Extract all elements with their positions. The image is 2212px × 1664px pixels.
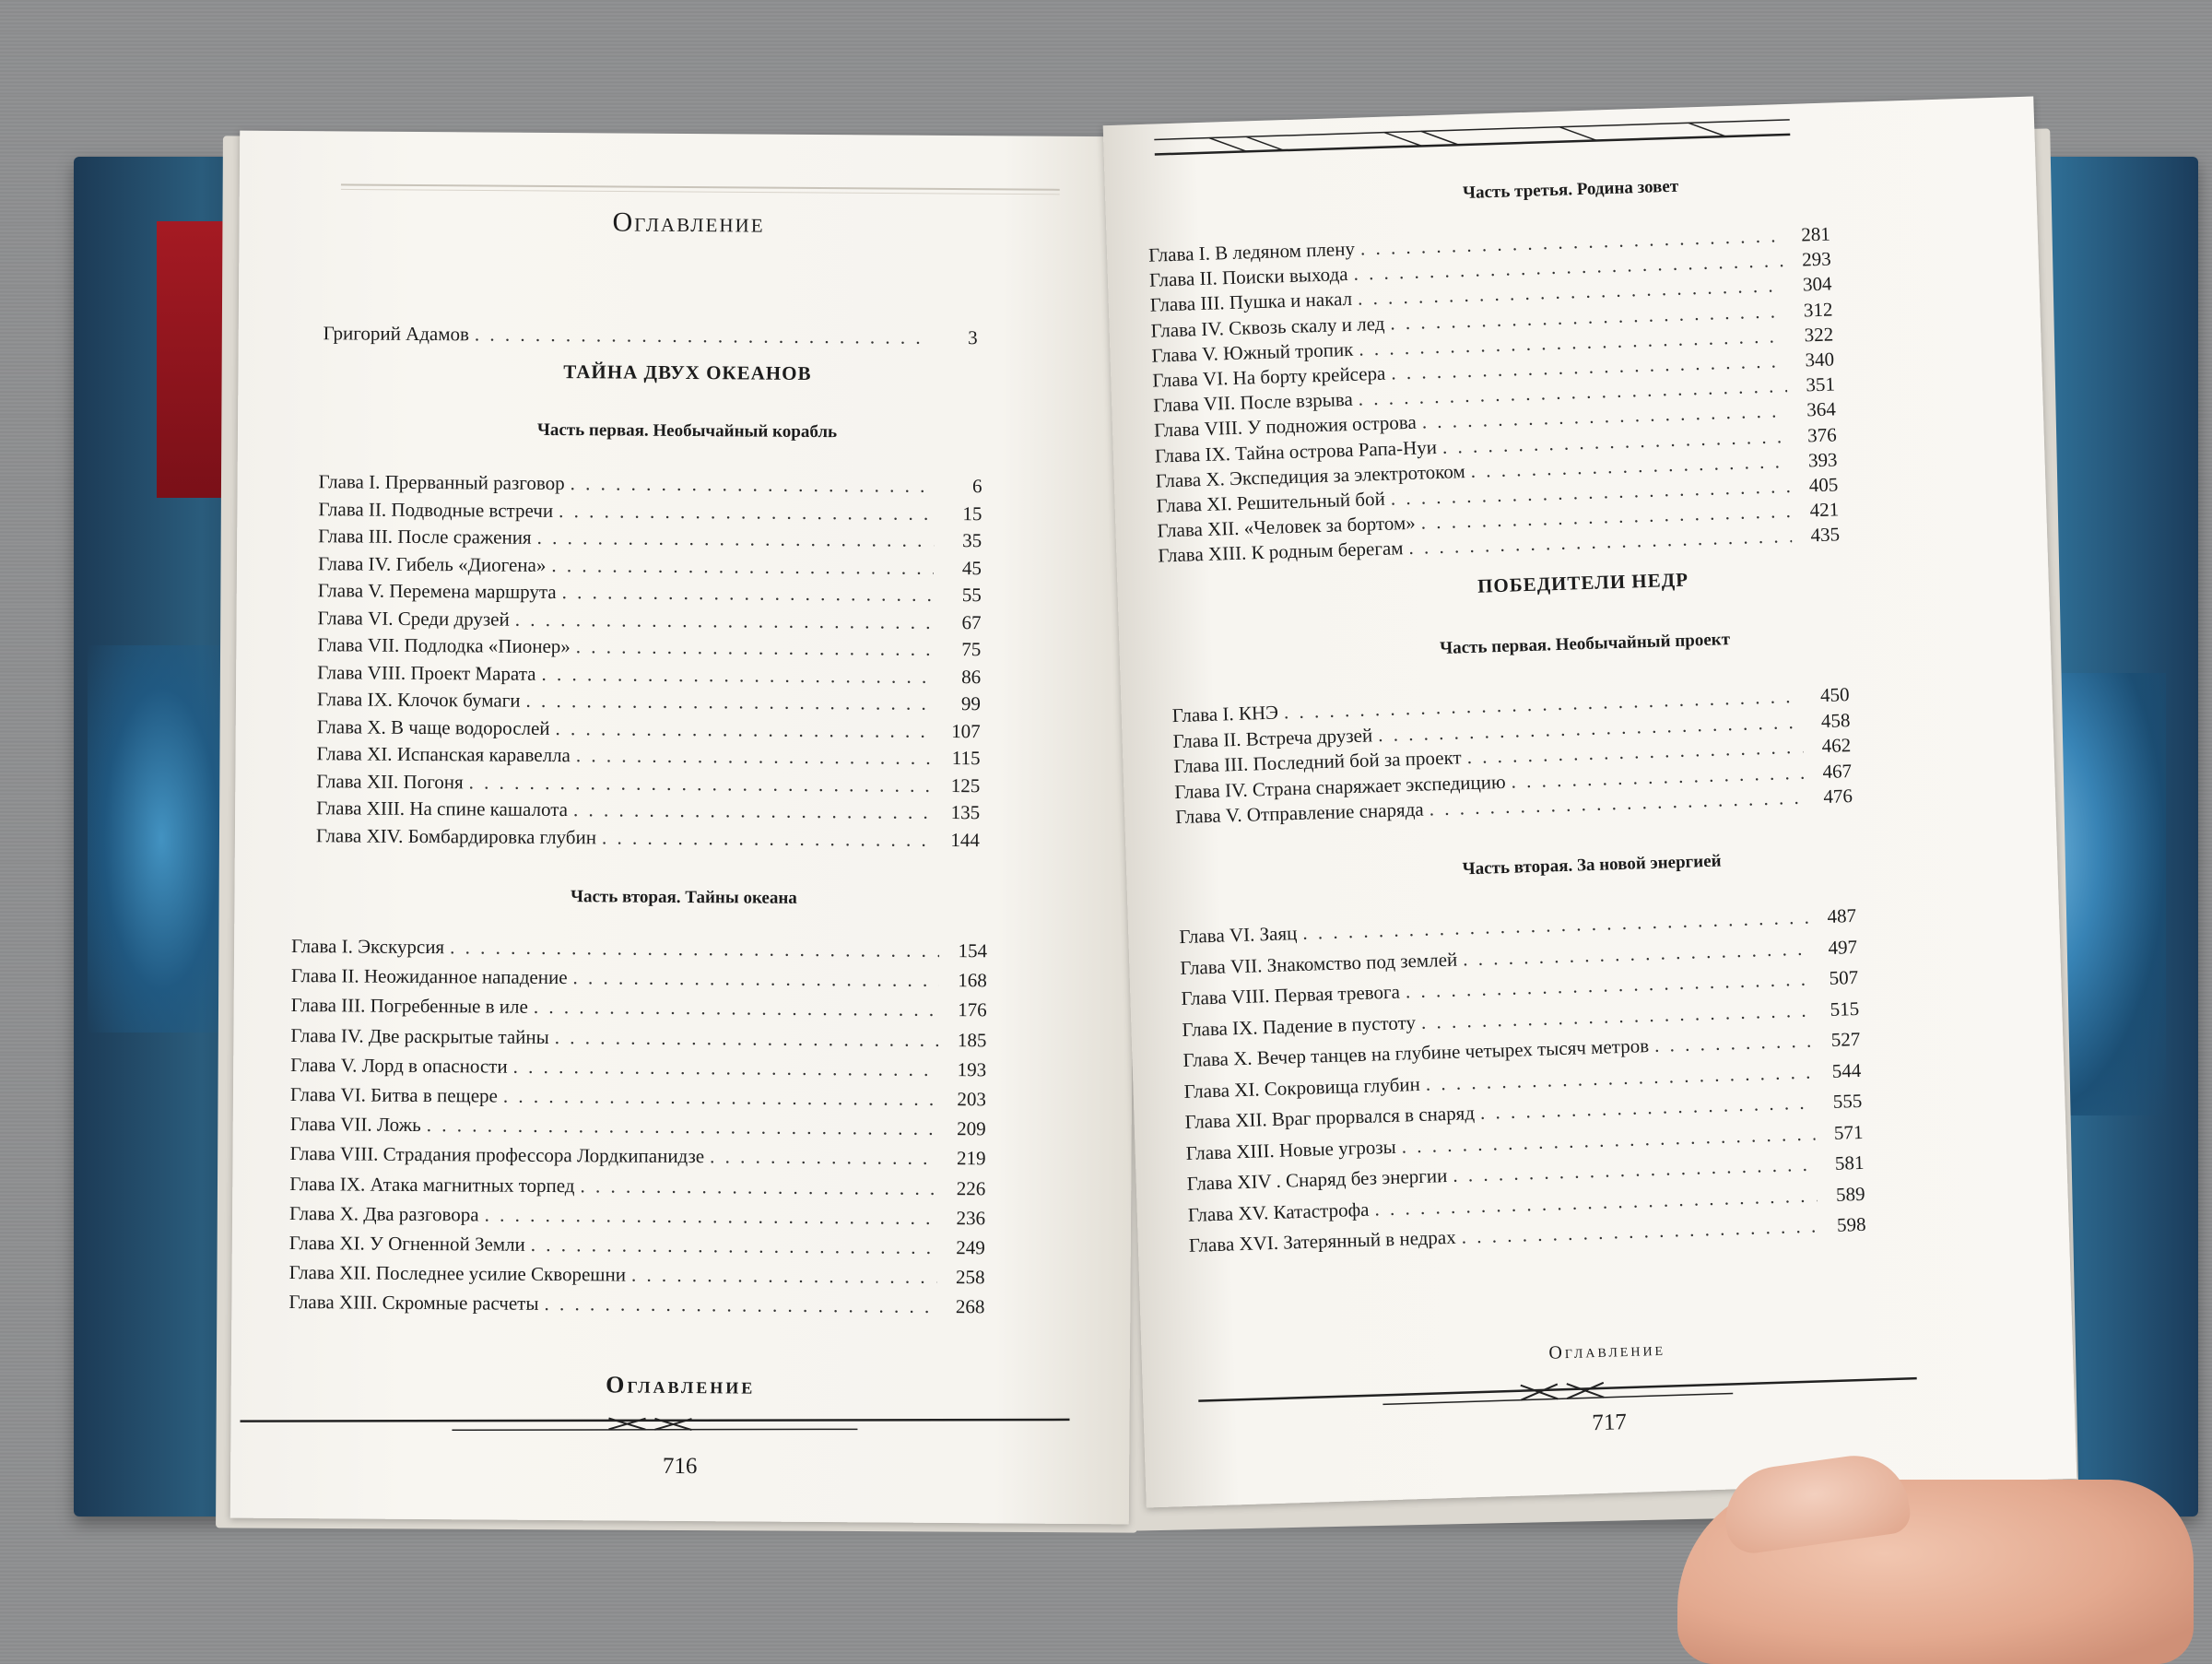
toc-entry-page: 203: [957, 1088, 987, 1111]
toc-entry-page: 185: [957, 1028, 987, 1051]
page-number: 716: [662, 1453, 698, 1480]
toc-entry-title: Глава II. Неожиданное нападение: [290, 964, 568, 989]
toc-entry-title: Глава I. КНЭ: [1171, 701, 1279, 727]
toc-entry: [317, 607, 981, 634]
leader-dots: [1425, 1060, 1813, 1095]
toc-entry: [317, 633, 981, 661]
toc-entry-page: 268: [955, 1295, 985, 1318]
toc-entry-title: Глава XI. Решительный бой: [1156, 487, 1386, 517]
toc-entry-title: Глава XIII. На спине кашалота: [316, 797, 569, 821]
leader-dots: [573, 966, 939, 992]
leader-dots: [450, 936, 939, 962]
toc-entry-page: 589: [1835, 1182, 1865, 1206]
page-number: 717: [1591, 1410, 1628, 1436]
leader-dots: [469, 771, 933, 797]
top-ornament: [1154, 109, 1791, 166]
toc-entry-title: Глава II. Подводные встречи: [318, 497, 554, 522]
toc-entry: [319, 470, 982, 498]
toc-entry-title: Глава II. Встреча друзей: [1172, 723, 1373, 752]
toc-entry-page: 497: [1828, 935, 1858, 959]
toc-entry: [291, 964, 987, 992]
toc-entry-page: 67: [961, 610, 982, 633]
toc-entry-title: Глава V. Отправление снаряда: [1174, 797, 1424, 829]
toc-entry-title: Глава XIV . Снаряд без энергии: [1186, 1164, 1448, 1195]
toc-entry: [316, 824, 980, 852]
toc-entry-page: 258: [956, 1266, 985, 1289]
leader-dots: [576, 744, 933, 770]
toc-entry-title: Глава I. Прерванный разговор: [318, 470, 565, 495]
toc-entry-page: 176: [958, 998, 987, 1021]
toc-entry-page: 476: [1823, 785, 1853, 808]
toc-entry-title: Глава III. Пушка и накал: [1149, 288, 1353, 317]
toc-entry-title: Глава X. Два разговора: [288, 1201, 479, 1226]
leader-dots: [580, 1174, 937, 1200]
toc-entry-title: Глава X. В чаще водорослей: [316, 714, 550, 739]
toc-entry-title: Глава VIII. У подножия острова: [1153, 411, 1418, 443]
part-title: Часть вторая. За новой энергией: [1462, 851, 1722, 879]
leader-dots: [427, 1114, 938, 1140]
leader-dots: [562, 581, 934, 607]
leader-dots: [531, 1233, 937, 1259]
toc-entry-title: Глава IV. Две раскрытые тайны: [290, 1023, 549, 1048]
leader-dots: [534, 996, 939, 1021]
toc-entry-title: Глава XII. «Человек за бортом»: [1157, 511, 1417, 542]
toc-entry-title: Глава XIII. Новые угрозы: [1185, 1135, 1396, 1164]
leader-dots: [631, 1264, 937, 1289]
toc-entry-title: Глава XII. Враг прорвался в снаряд: [1184, 1102, 1476, 1133]
toc-entry-title: Глава XIV. Бомбардировка глубин: [315, 823, 597, 848]
toc-entry-title: Глава XII. Последнее усилие Скворешни: [288, 1261, 627, 1286]
right-page: [1103, 97, 2077, 1508]
leader-dots: [1406, 968, 1811, 1004]
toc-entry-page: 515: [1830, 997, 1860, 1021]
toc-entry-page: 107: [951, 719, 981, 742]
leader-dots: [710, 1146, 938, 1171]
part-title: Часть первая. Необычайный корабль: [536, 419, 838, 443]
toc-entry-title: Глава X. Экспедиция за электротоком: [1155, 459, 1466, 492]
toc-entry: [317, 688, 981, 715]
toc-entry: [290, 1113, 986, 1140]
toc-entry-page: 458: [1820, 708, 1851, 732]
toc-entry: [288, 1291, 984, 1318]
toc-entry-title: Глава XII. Погоня: [316, 769, 464, 793]
toc-entry-page: 45: [961, 556, 982, 579]
leader-dots: [1374, 1184, 1818, 1221]
leader-dots: [1463, 937, 1810, 971]
leader-dots: [1461, 1214, 1818, 1248]
toc-entry-title: Глава VIII. Проект Марата: [317, 660, 536, 685]
toc-entry-title: Глава IX. Тайна острова Рапа-Нуи: [1154, 435, 1438, 467]
part-title: Часть первая. Необычайный проект: [1439, 630, 1731, 659]
toc-entry-page: 6: [972, 475, 982, 498]
toc-entry: [290, 1054, 986, 1081]
toc-entry: [316, 797, 980, 824]
toc-entry-page: 86: [961, 665, 982, 688]
toc-entry-page: 249: [956, 1236, 985, 1259]
part-title: Часть третья. Родина зовет: [1462, 176, 1679, 204]
toc-entry-page: 144: [950, 828, 980, 851]
leader-dots: [559, 500, 934, 525]
toc-entry: [290, 1024, 986, 1052]
book-title: ПОБЕДИТЕЛИ НЕДР: [1477, 568, 1689, 597]
leader-dots: [1421, 998, 1812, 1033]
toc-entry-page: 3: [968, 326, 978, 349]
cover-artwork-left: [88, 645, 235, 1033]
toc-entry-title: Глава VII. Подлодка «Пионер»: [317, 633, 571, 658]
toc-entry: [318, 525, 982, 552]
toc-intro-line: [324, 322, 978, 349]
toc-entry-page: 555: [1832, 1089, 1863, 1113]
toc-entry-page: 527: [1830, 1027, 1861, 1051]
toc-entry-page: 462: [1821, 734, 1852, 758]
toc-entry: [316, 742, 980, 770]
toc-entry-title: Глава I. Экскурсия: [291, 935, 445, 959]
leader-dots: [573, 798, 932, 824]
leader-dots: [513, 1056, 939, 1081]
toc-entry-title: Глава VI. Битва в пещере: [289, 1083, 498, 1107]
toc-entry-title: Глава VI. На борту крейсера: [1152, 361, 1386, 392]
leader-dots: [1401, 1122, 1816, 1158]
leader-dots: [576, 635, 934, 661]
toc-entry-title: Глава XIII. Скромные расчеты: [288, 1291, 539, 1316]
leader-dots: [1453, 1152, 1817, 1186]
toc-entry-page: 322: [1804, 323, 1834, 347]
toc-entry: [316, 770, 980, 797]
toc-entry: [289, 1261, 985, 1289]
toc-entry-title: Глава X. Вечер танцев на глубине четырех тысяч метров: [1182, 1034, 1650, 1071]
toc-entry-title: Глава XV. Катастрофа: [1187, 1198, 1370, 1226]
footer-ornament: [240, 1403, 1069, 1446]
toc-entry-page: 364: [1806, 397, 1837, 421]
toc-entry-page: 125: [950, 773, 981, 797]
toc-entry: [318, 498, 982, 525]
toc-entry: [290, 1083, 986, 1111]
toc-entry-page: 219: [956, 1147, 986, 1170]
top-ornament-left: [341, 177, 1060, 200]
toc-entry: [318, 552, 982, 580]
toc-entry-title: Глава IX. Атака магнитных торпед: [289, 1172, 575, 1197]
toc-entry-page: 99: [960, 692, 982, 715]
toc-entry-page: 340: [1805, 348, 1835, 372]
toc-entry-page: 193: [957, 1057, 987, 1081]
toc-entry: [289, 1232, 985, 1259]
toc-heading: Оглавление: [612, 207, 765, 239]
leader-dots: [602, 826, 932, 851]
toc-entry-page: 312: [1803, 298, 1833, 322]
leader-dots: [551, 553, 934, 579]
toc-entry-title: Глава VI. Заяц: [1178, 922, 1298, 949]
part-title: Часть вторая. Тайны океана: [571, 887, 797, 908]
toc-entry-title: Глава XI. Сокровища глубин: [1183, 1072, 1421, 1103]
toc-entry-title: Григорий Адамов: [323, 322, 470, 346]
leader-dots: [1654, 1030, 1813, 1057]
toc-entry: [318, 579, 982, 607]
leader-dots: [485, 1203, 938, 1229]
toc-entry-page: 507: [1829, 965, 1859, 989]
toc-entry-title: Глава I. В ледяном плену: [1147, 237, 1356, 266]
leader-dots: [525, 690, 933, 715]
toc-entry-title: Глава V. Лорд в опасности: [290, 1053, 508, 1078]
toc-entry: [289, 1142, 985, 1170]
toc-entry-title: Глава XVI. Затерянный в недрах: [1188, 1225, 1457, 1257]
toc-entry-page: 435: [1810, 523, 1841, 547]
toc-entry-page: 75: [961, 638, 982, 661]
toc-entry-title: Глава IV. Страна снаряжает экспедицию: [1174, 770, 1506, 803]
toc-entry-page: 544: [1831, 1058, 1862, 1082]
leader-dots: [515, 608, 934, 633]
toc-entry-page: 15: [962, 502, 982, 525]
toc-entry-title: Глава IX. Падение в пустоту: [1182, 1010, 1417, 1041]
toc-entry-page: 421: [1809, 498, 1840, 522]
toc-entry-page: 236: [956, 1206, 986, 1230]
toc-entry-title: Глава VIII. Первая тревога: [1181, 980, 1401, 1010]
toc-entry-title: Глава VII. Ложь: [289, 1113, 421, 1137]
footer-title: Оглавление: [1548, 1339, 1666, 1363]
toc-entry-title: Глава XI. У Огненной Земли: [288, 1232, 525, 1256]
book-title: ТАЙНА ДВУХ ОКЕАНОВ: [563, 360, 812, 384]
toc-entry-page: 351: [1806, 372, 1836, 396]
toc-entry-title: Глава VIII. Страдания профессора Лордкипанидзе: [289, 1142, 705, 1168]
toc-entry-page: 467: [1822, 759, 1853, 783]
toc-entry-page: 393: [1807, 448, 1838, 472]
toc-entry-title: Глава IV. Сквозь скалу и лед: [1150, 312, 1385, 342]
toc-entry-title: Глава V. Перемена маршрута: [317, 579, 557, 604]
toc-entry-title: Глава VII. После взрыва: [1152, 388, 1354, 417]
toc-entry-page: 581: [1834, 1151, 1865, 1174]
toc-entry-page: 487: [1827, 903, 1857, 927]
toc-entry-title: Глава III. Погребенные в иле: [290, 994, 528, 1019]
toc-entry-page: 405: [1808, 473, 1839, 497]
toc-entry: [289, 1202, 985, 1230]
leader-dots: [541, 662, 933, 688]
toc-entry-title: Глава IX. Клочок бумаги: [316, 688, 521, 712]
left-page: [230, 131, 1138, 1525]
toc-entry-page: 293: [1801, 247, 1831, 271]
toc-entry-page: 226: [956, 1176, 986, 1199]
toc-entry-page: 450: [1819, 683, 1850, 707]
toc-entry: [291, 935, 987, 962]
toc-entry-page: 55: [961, 584, 982, 607]
toc-entry-title: Глава III. Последний бой за проект: [1173, 746, 1462, 778]
toc-entry: [291, 994, 987, 1021]
toc-entry-page: 168: [958, 969, 987, 992]
leader-dots: [475, 323, 930, 348]
toc-entry-title: Глава IV. Гибель «Диогена»: [317, 551, 547, 576]
footer-title: Оглавление: [606, 1371, 756, 1399]
leader-dots: [571, 472, 935, 498]
toc-entry-page: 115: [951, 747, 981, 770]
leader-dots: [1480, 1092, 1815, 1125]
toc-entry-title: Глава III. После сражения: [318, 525, 532, 549]
toc-entry-page: 135: [950, 801, 981, 824]
toc-entry-page: 376: [1806, 422, 1837, 446]
leader-dots: [503, 1085, 938, 1111]
leader-dots: [555, 1026, 939, 1052]
toc-entry-page: 35: [962, 529, 982, 552]
leader-dots: [537, 526, 935, 552]
toc-entry: [317, 661, 981, 689]
toc-entry-page: 209: [957, 1117, 986, 1140]
toc-entry: [317, 715, 981, 743]
toc-entry-page: 154: [958, 939, 988, 962]
toc-entry-title: Глава XIII. К родным берегам: [1158, 537, 1404, 567]
toc-entry-title: Глава II. Поиски выхода: [1148, 263, 1348, 291]
toc-entry-page: 304: [1802, 272, 1832, 296]
toc-entry-title: Глава V. Южный тропик: [1151, 337, 1354, 367]
toc-entry-page: 281: [1800, 222, 1831, 246]
toc-entry-page: 571: [1833, 1120, 1864, 1144]
toc-entry-page: 598: [1836, 1212, 1866, 1236]
leader-dots: [544, 1292, 936, 1318]
leader-dots: [556, 717, 933, 743]
toc-entry-title: Глава VI. Среди друзей: [317, 606, 510, 631]
toc-entry: [289, 1173, 985, 1200]
toc-entry-title: Глава XI. Испанская каравелла: [316, 742, 571, 767]
toc-entry-title: Глава VII. Знакомство под землей: [1180, 948, 1458, 979]
